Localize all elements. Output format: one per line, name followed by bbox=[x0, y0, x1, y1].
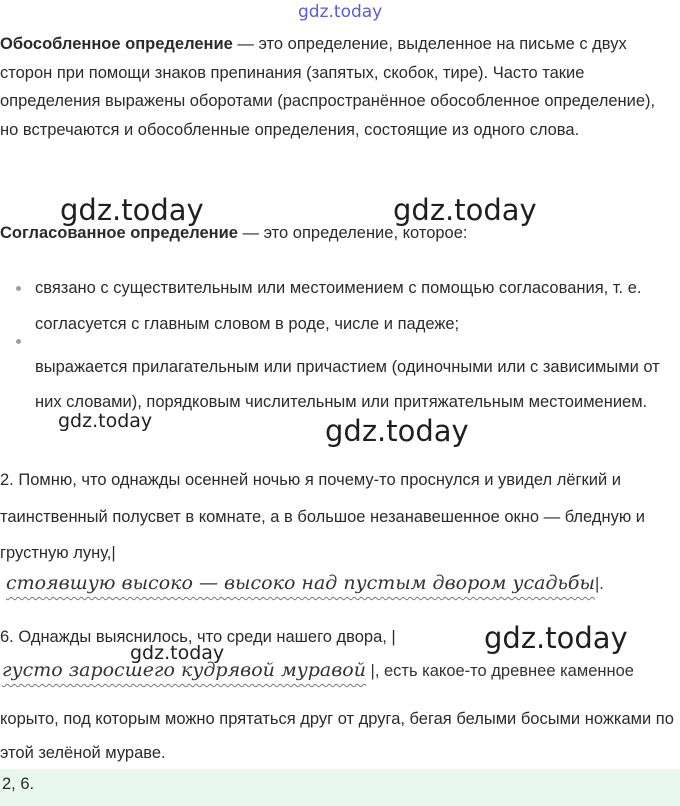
sentence-end: |. bbox=[594, 575, 604, 593]
watermark: gdz.today bbox=[484, 621, 628, 655]
watermark: gdz.today bbox=[393, 193, 537, 227]
watermark: gdz.today bbox=[58, 410, 153, 432]
definition-text: — это определение, выделенное на письме с двух сторон при помощи знаков препинания (запятых, скобок, тире). Часто такие определения выражены оборотами (распространённое обособленное определение), но встречаются и обособленные определения, состоящие из одного слова. bbox=[0, 35, 656, 139]
handwritten-phrase bbox=[2, 659, 634, 681]
list-item: связано с существительным или местоимением с помощью согласования, т. е. согласуется с главным словом в роде, числе и падеже; bbox=[35, 279, 642, 333]
handwritten-underlined: густо заросшего кудрявой муравой bbox=[2, 659, 366, 681]
sentence-2: 2. Помню, что однажды осенней ночью я почему-то проснулся и увидел лёгкий и таинственный полусвет в комнате, а в большое незанавешенное окно — бледную и грустную луну,| bbox=[0, 471, 646, 562]
sentence-6-rest: корыто, под которым можно прятаться друг от друга, бегая белыми босыми ножками по этой зелёной мураве. bbox=[0, 710, 674, 762]
term-isolated: Обособленное определение bbox=[0, 35, 233, 53]
definition-text: — это определение, которое: bbox=[237, 224, 468, 242]
handwritten-underlined: стоявшую высоко — высоко над пустым двором усадьбы bbox=[6, 572, 595, 594]
handwritten-phrase bbox=[6, 572, 604, 594]
bullet-icon bbox=[16, 286, 21, 291]
sentence-mid: |, есть какое-то древнее каменное bbox=[365, 662, 634, 680]
term-agreed: Согласованное определение bbox=[0, 224, 238, 242]
sentence-6-start: 6. Однажды выяснилось, что среди нашего двора, | bbox=[0, 628, 396, 646]
bullet-icon bbox=[16, 339, 21, 344]
watermark-top: gdz.today bbox=[298, 2, 383, 22]
watermark: gdz.today bbox=[130, 642, 225, 664]
watermark: gdz.today bbox=[325, 414, 469, 448]
definition-agreed bbox=[0, 219, 676, 248]
answer-text: 2, 6. bbox=[2, 775, 35, 793]
watermark: gdz.today bbox=[60, 193, 204, 227]
list-item: выражается прилагательным или причастием (одиночными или с зависимыми от них словами), порядковым числительным или притяжательным местоимением. bbox=[35, 358, 660, 411]
answer-box bbox=[0, 769, 680, 806]
definition-isolated bbox=[0, 30, 676, 144]
